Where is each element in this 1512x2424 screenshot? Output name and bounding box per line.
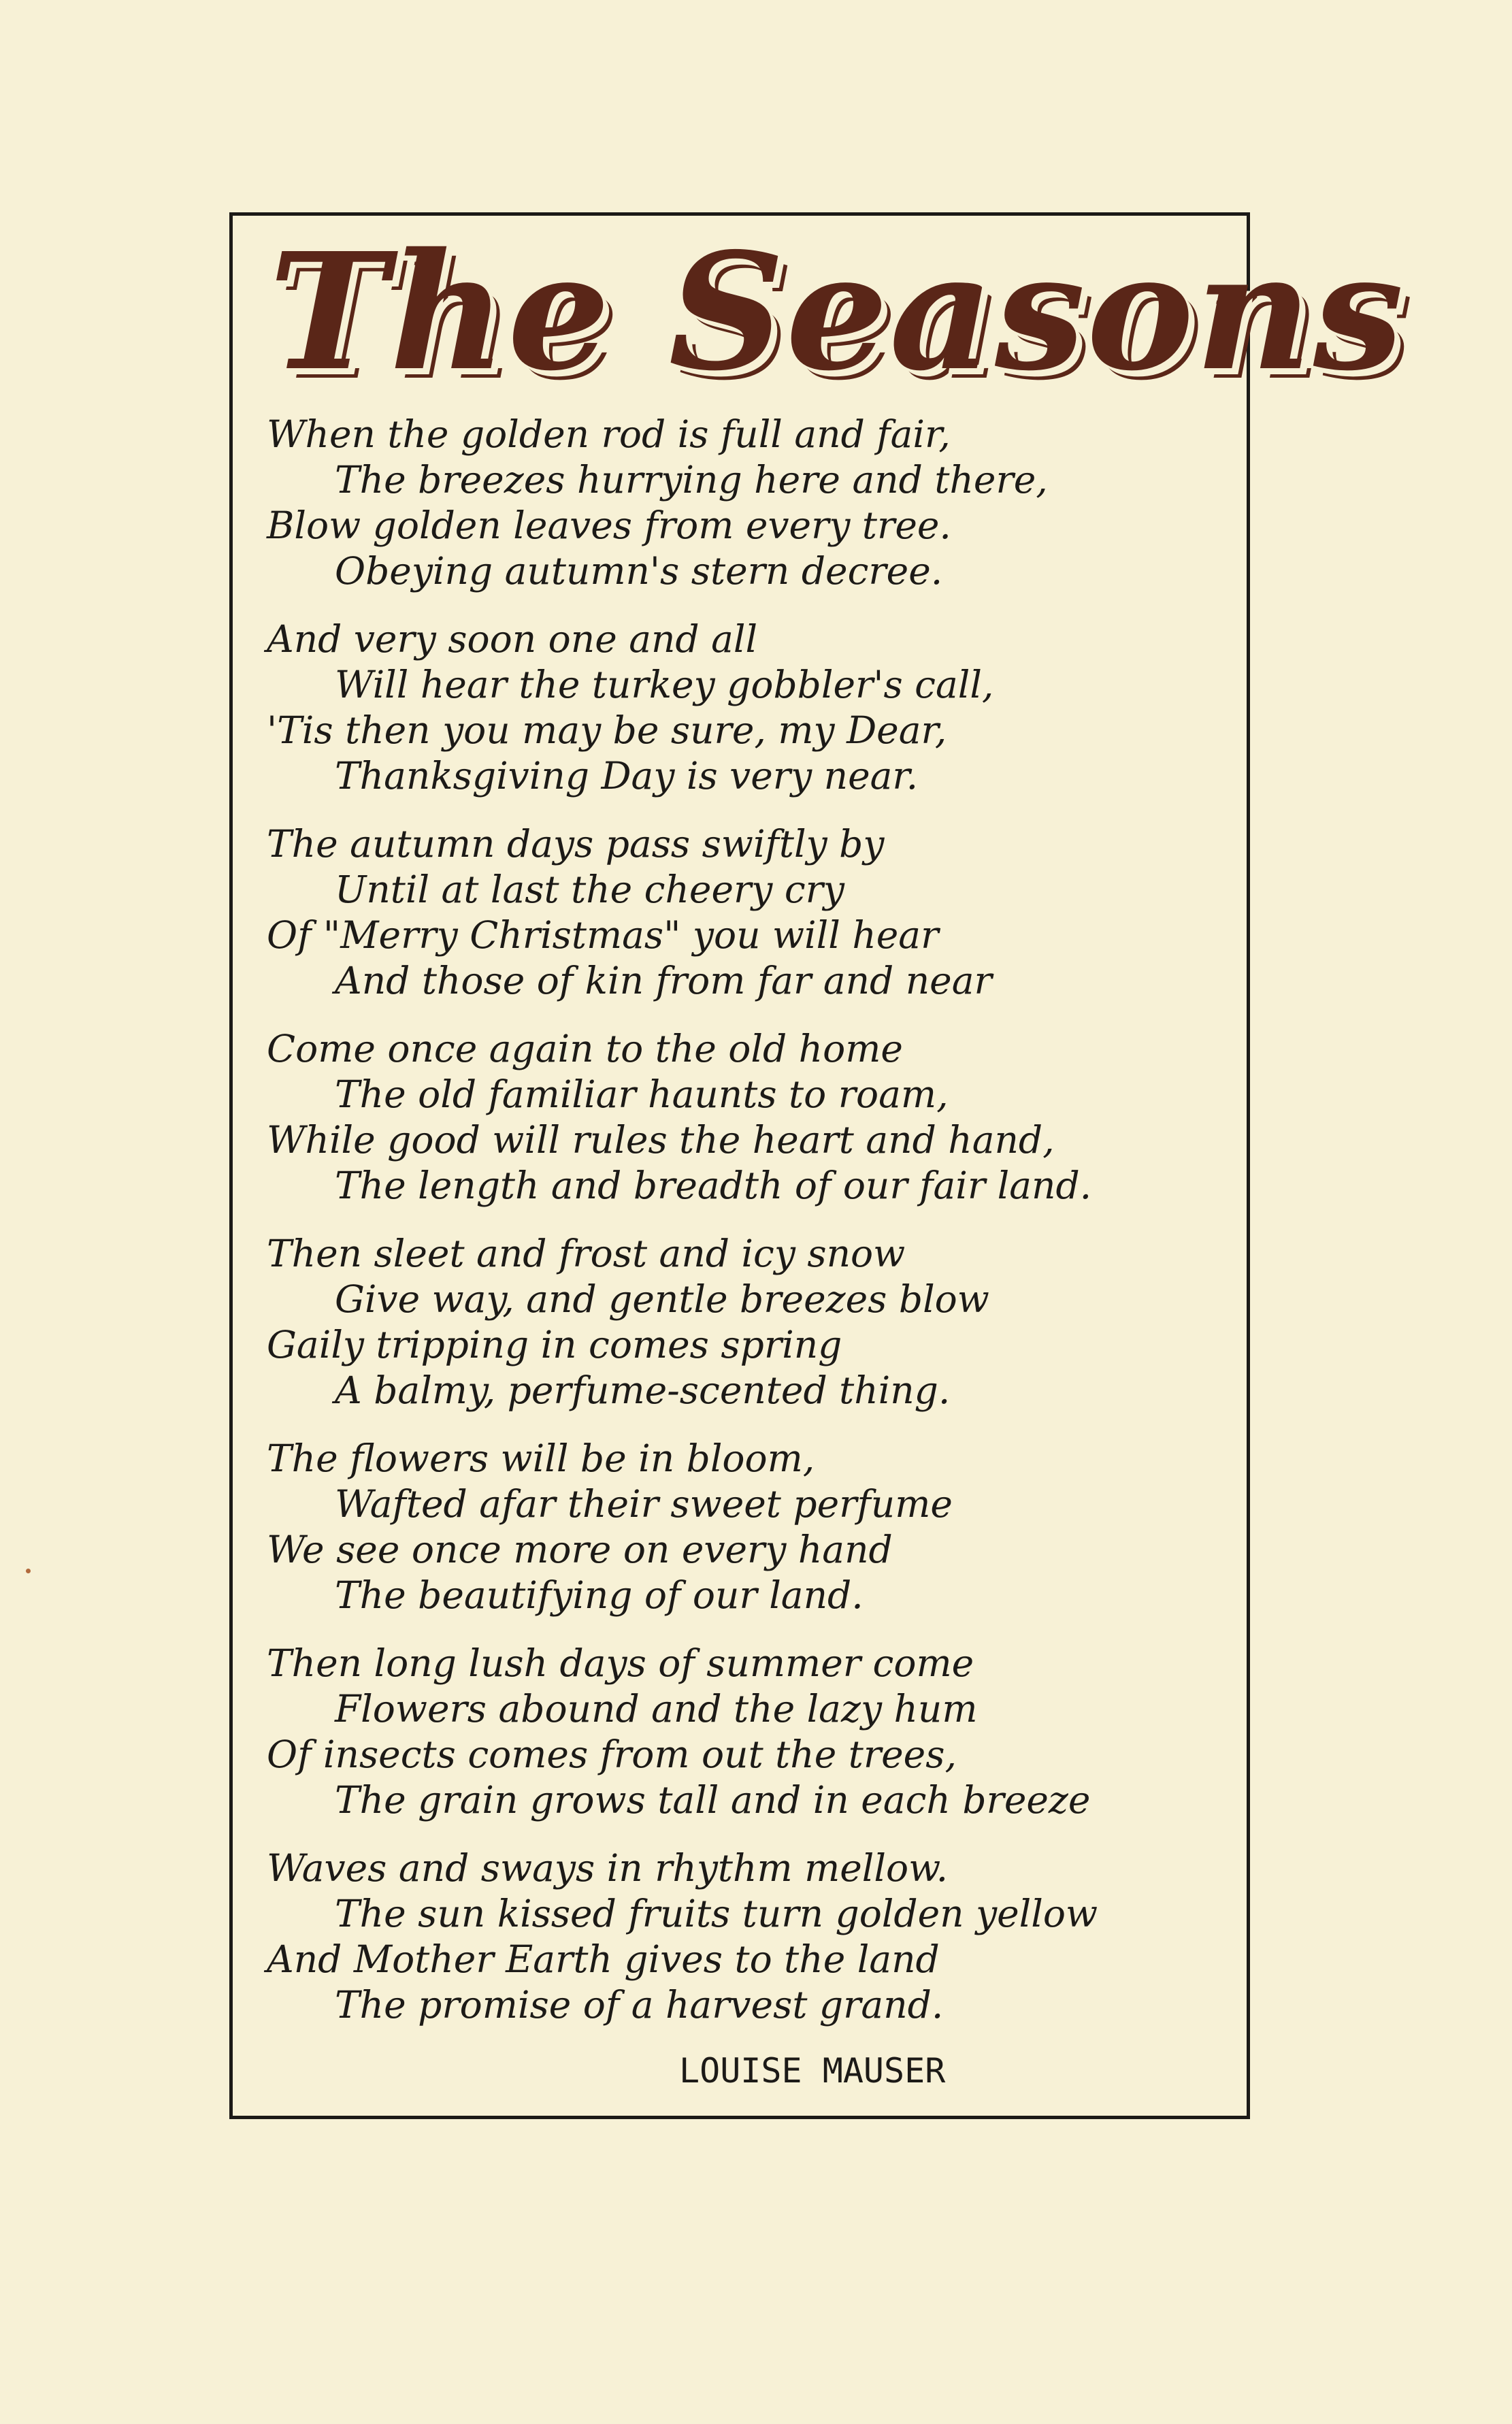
poem-line: Gaily tripping in comes spring <box>267 1323 842 1366</box>
stanza-5 <box>267 1231 1098 1413</box>
poem-line: Thanksgiving Day is very near. <box>335 754 919 798</box>
poem-line: Give way, and gentle breezes blow <box>335 1277 989 1321</box>
poem-line: The grain grows tall and in each breeze <box>335 1778 1091 1822</box>
poem-line: The autumn days pass swiftly by <box>267 822 885 866</box>
paper-speck <box>26 1569 31 1573</box>
poem-line: Waves and sways in rhythm mellow. <box>267 1846 949 1890</box>
poem-line: When the golden rod is full and fair, <box>267 412 951 456</box>
poem-line: Of insects comes from out the trees, <box>267 1733 957 1776</box>
poem-line: The flowers will be in bloom, <box>267 1437 815 1480</box>
poem-line: Obeying autumn's stern decree. <box>335 549 943 593</box>
stanza-7 <box>267 1641 1098 1823</box>
poem-line: The old familiar haunts to roam, <box>335 1072 949 1116</box>
poem-line: Flowers abound and the lazy hum <box>335 1687 978 1731</box>
poem-line: Then long lush days of summer come <box>267 1641 974 1685</box>
poem-line: Of "Merry Christmas" you will hear <box>267 913 939 957</box>
poem-line: The beautifying of our land. <box>335 1573 864 1617</box>
poem-line: And Mother Earth gives to the land <box>267 1937 940 1981</box>
poem-line: The length and breadth of our fair land. <box>335 1164 1092 1207</box>
stanza-2 <box>267 617 1098 799</box>
poem-line: We see once more on every hand <box>267 1528 893 1571</box>
stanza-3 <box>267 821 1098 1004</box>
poem-line: Will hear the turkey gobbler's call, <box>335 663 994 706</box>
poem-line: And those of kin from far and near <box>335 959 992 1002</box>
poem-line: And very soon one and all <box>267 617 758 661</box>
stanza-8 <box>267 1846 1098 2028</box>
poem-line: The promise of a harvest grand. <box>335 1983 944 2027</box>
poem-line: The sun kissed fruits turn golden yellow <box>335 1892 1098 1935</box>
stanza-4 <box>267 1026 1098 1209</box>
author-name: LOUISE MAUSER <box>679 2051 946 2091</box>
poem-line: Blow golden leaves from every tree. <box>267 504 951 547</box>
poem-body <box>267 412 1098 2050</box>
poem-line: 'Tis then you may be sure, my Dear, <box>267 708 947 752</box>
poem-line: A balmy, perfume-scented thing. <box>335 1369 951 1412</box>
poem-title: The Seasons <box>269 217 1405 406</box>
poem-line: Wafted afar their sweet perfume <box>335 1482 953 1526</box>
stanza-1 <box>267 412 1098 594</box>
poem-line: Come once again to the old home <box>267 1027 903 1070</box>
poem-line: Until at last the cheery cry <box>335 868 844 911</box>
poem-line: The breezes hurrying here and there, <box>335 458 1048 502</box>
stanza-6 <box>267 1436 1098 1618</box>
poem-line: While good will rules the heart and hand, <box>267 1118 1055 1162</box>
poem-line: Then sleet and frost and icy snow <box>267 1232 906 1275</box>
